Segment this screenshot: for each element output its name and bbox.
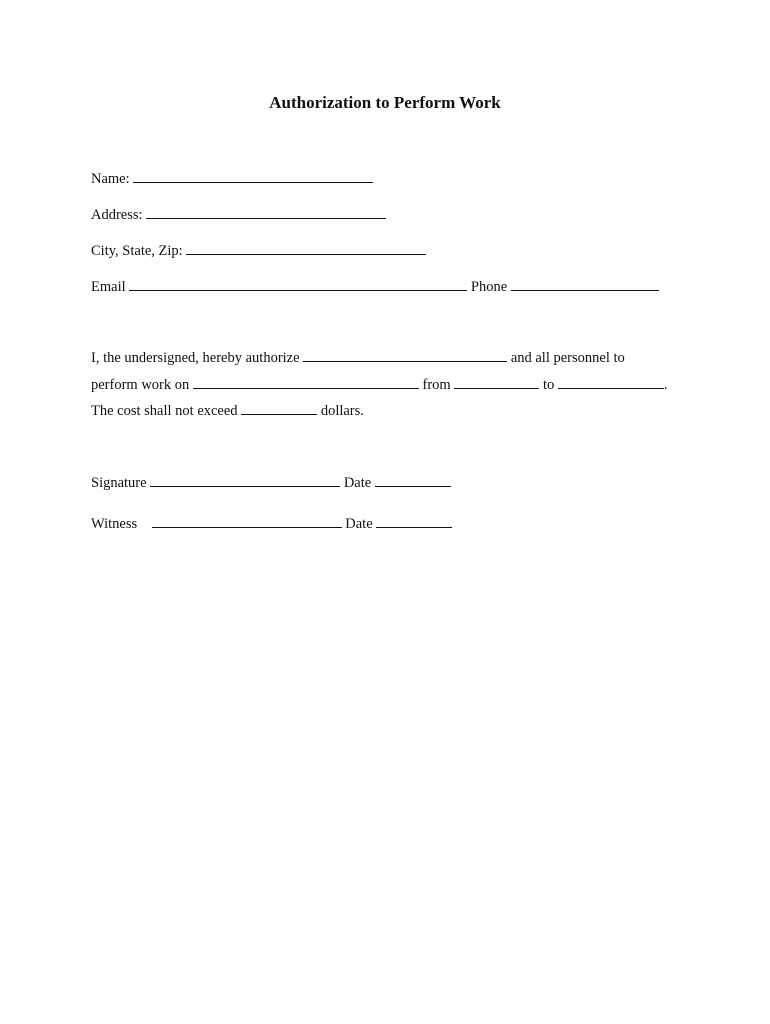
authorization-personnel-text: and all personnel to [510, 350, 625, 366]
name-row [91, 169, 373, 188]
document-title: Authorization to Perform Work [269, 93, 501, 112]
email-phone-row [91, 277, 659, 296]
signature-date-field[interactable] [375, 473, 451, 487]
to-text: to [542, 377, 555, 393]
witness-date-label: Date [345, 516, 373, 532]
signature-date-label: Date [343, 475, 372, 491]
name-field[interactable] [133, 169, 373, 183]
witness-row [91, 514, 452, 533]
city-state-zip-row [91, 241, 426, 260]
signature-row [91, 473, 451, 492]
from-date-field[interactable] [454, 375, 539, 389]
signature-field[interactable] [150, 473, 340, 487]
email-field[interactable] [129, 277, 467, 291]
authorization-intro-text: I, the undersigned, hereby authorize [91, 350, 300, 366]
address-field[interactable] [146, 205, 386, 219]
phone-field[interactable] [511, 277, 659, 291]
address-row [91, 205, 386, 224]
witness-field[interactable] [152, 514, 342, 528]
authorization-line-2 [91, 375, 667, 394]
period-text: . [663, 377, 668, 393]
perform-work-text: perform work on [91, 377, 190, 393]
to-date-field[interactable] [558, 375, 664, 389]
from-text: from [422, 377, 451, 393]
authorization-line-1 [91, 348, 625, 367]
email-label: Email [91, 279, 126, 295]
cost-limit-field[interactable] [241, 401, 317, 415]
dollars-text: dollars. [320, 403, 364, 419]
witness-date-field[interactable] [376, 514, 452, 528]
city-state-zip-label: City, State, Zip: [91, 243, 183, 259]
city-state-zip-field[interactable] [186, 241, 426, 255]
name-label: Name: [91, 171, 130, 187]
witness-label: Witness [91, 516, 138, 532]
cost-limit-text: The cost shall not exceed [91, 403, 238, 419]
phone-label: Phone [470, 279, 508, 295]
signature-label: Signature [91, 475, 147, 491]
address-label: Address: [91, 207, 143, 223]
authorized-party-field[interactable] [303, 348, 507, 362]
authorization-line-3 [91, 401, 364, 420]
work-location-field[interactable] [193, 375, 419, 389]
